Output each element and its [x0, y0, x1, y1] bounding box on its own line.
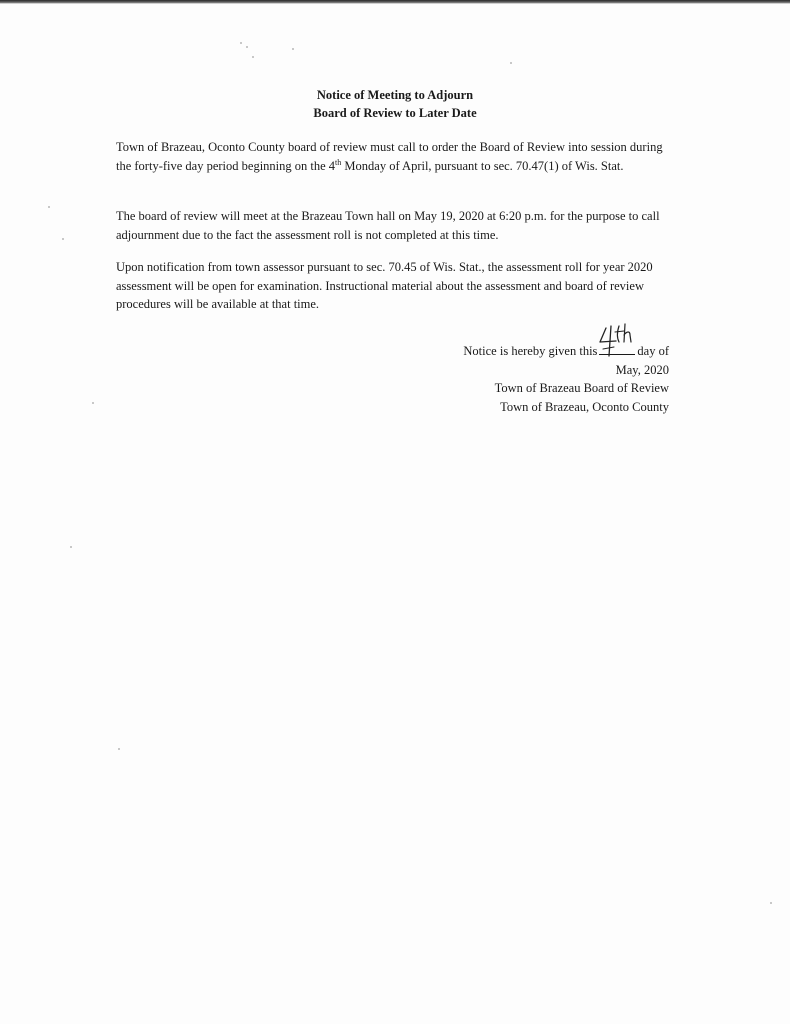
- scan-speck: [252, 56, 254, 58]
- paragraph-meeting: The board of review will meet at the Brazeau Town hall on May 19, 2020 at 6:20 p.m. for the purpose to call adjournment due to the fact the assessment roll is not completed at this time.: [116, 209, 660, 242]
- notice-title: [0, 86, 790, 122]
- paragraph-assessment: Upon notification from town assessor pursuant to sec. 70.45 of Wis. Stat., the assessment roll for year 2020 assessment will be open for examination. Instructional material about the assessment and board of review procedures will be available at that time.: [116, 260, 653, 311]
- notice-given-prefix: Notice is hereby given this: [463, 344, 598, 358]
- scan-speck: [48, 206, 50, 208]
- scan-speck: [70, 546, 72, 548]
- scan-speck: [246, 46, 248, 48]
- title-line-2: Board of Review to Later Date: [313, 106, 477, 120]
- paragraph-session-text: Town of Brazeau, Oconto County board of review must call to order the Board of Review into session during the forty-five day period beginning on the 4: [116, 140, 663, 173]
- ordinal-suffix: th: [335, 157, 342, 167]
- notice-month-year: May, 2020: [615, 362, 669, 377]
- notice-given-suffix: day of: [637, 344, 669, 358]
- scan-speck: [118, 748, 120, 750]
- title-line-1: Notice of Meeting to Adjourn: [316, 88, 474, 102]
- board-name: Town of Brazeau Board of Review: [494, 381, 669, 395]
- signature-block: [463, 342, 669, 416]
- scan-edge: [0, 0, 790, 4]
- scan-speck: [510, 62, 512, 64]
- scan-speck: [292, 48, 294, 50]
- scan-speck: [62, 238, 64, 240]
- handwritten-day: [599, 342, 635, 355]
- scan-speck: [770, 902, 772, 904]
- paragraph-session: [116, 138, 676, 175]
- town-name: Town of Brazeau, Oconto County: [500, 399, 669, 414]
- notice-given-line: [463, 342, 669, 361]
- scan-speck: [92, 402, 94, 404]
- scan-speck: [240, 42, 242, 44]
- handwritten-day-mark: [597, 322, 641, 362]
- paragraph-session-text-end: Monday of April, pursuant to sec. 70.47(1) of Wis. Stat.: [341, 158, 624, 173]
